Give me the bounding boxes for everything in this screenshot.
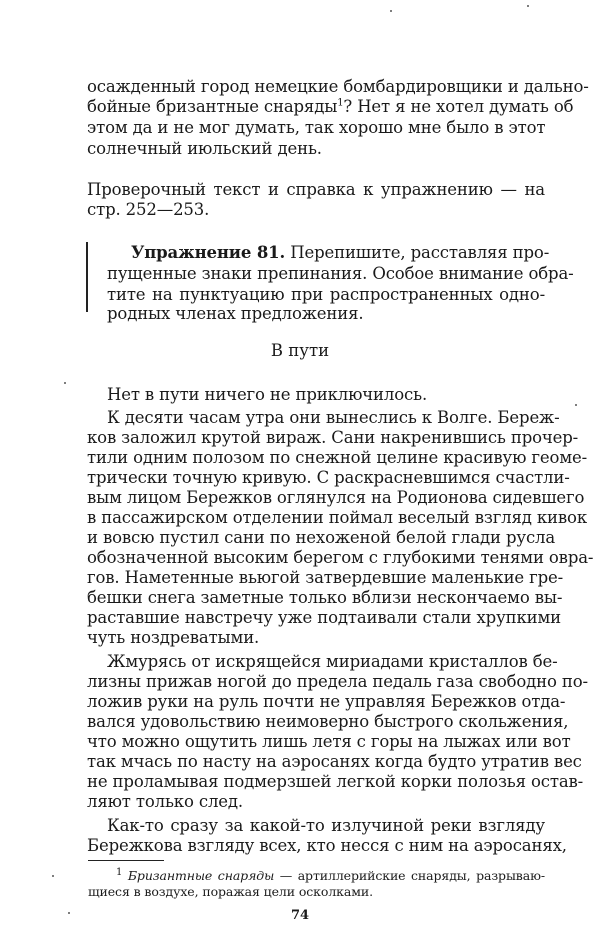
section-title: В пути [270,341,330,360]
story-line: что можно ощутить лишь летя с горы на лыжах или вот [87,732,571,751]
story-line: Как-то сразу за какой-то излучиной реки взгляду [107,816,545,835]
footnote-line: щиеся в воздухе, поражая цели осколками. [88,884,373,899]
check-note-line: стр. 252—253. [87,200,210,219]
story-line: гов. Наметенные вьюгой затвердевшие маленькие гре- [87,568,564,587]
story-line: бешки снега заметные только вблизи нескончаемо вы- [87,588,563,607]
footnote-term: Бризантные снаряды [127,868,275,883]
story-line: Нет в пути ничего не приключилось. [107,385,428,404]
story-line: ложив руки на руль почти не управляя Бережков отда- [87,692,566,711]
story-line: так мчась по насту на аэросанях когда будто утратив вес [87,752,582,771]
footnote-rule [88,860,164,861]
story-line: лизны прижав ногой до предела педаль газа свободно по- [87,672,588,691]
story-line: Бережкова взгляду всех, кто несся с ним на аэросанях, [87,836,567,855]
scan-speck [390,10,392,12]
text-line: солнечный июльский день. [87,139,322,158]
story-line: раставшие навстречу уже подтаивали стали хрупкими [87,608,562,627]
exercise-line: родных членах предложения. [107,304,364,323]
exercise-line: тите на пунктуацию при распространенных одно- [107,285,545,304]
exercise-label: Упражнение 81. [131,243,286,262]
story-line: вался удовольствию неимоверно быстрого скольжения, [87,712,569,731]
story-line: и вовсю пустил сани по нехоженой белой глади русла [87,528,556,547]
check-note-line: Проверочный текст и справка к упражнению — на [87,180,545,199]
story-line: не проламывая подмерзшей легкой корки полозья остав- [87,772,584,791]
story-line: чуть ноздреватыми. [87,628,260,647]
scan-speck [527,5,529,7]
exercise-margin-bar [86,242,88,312]
story-line: в пассажирском отделении поймал веселый взгляд кивок [87,508,587,527]
footnote-mark: 1 [116,866,123,878]
scan-speck [64,382,66,384]
scan-speck [68,912,70,914]
story-line: тили одним полозом по снежной целине красивую геоме- [87,448,588,467]
text-fragment: ? Нет я не хотел думать об [343,97,574,116]
scan-speck [52,875,54,877]
text-line: осажденный город немецкие бомбардировщики и дально- [87,77,589,96]
story-line: ляют только след. [87,792,243,811]
story-line: Жмурясь от искрящейся мириадами кристаллов бе- [107,652,558,671]
footnote-mark: 1 [337,97,344,109]
exercise-line: пущенные знаки препинания. Особое внимание обра- [107,264,574,283]
story-line: ков заложил крутой вираж. Сани накренившись прочер- [87,428,579,447]
footnote-text: — артиллерийские снаряды, разрываю- [274,868,545,883]
page-number: 74 [290,908,310,923]
text-line [87,97,574,117]
exercise-line [131,243,550,263]
story-line: К десяти часам утра они вынеслись к Волге. Береж- [107,408,560,427]
text-line: этом да и не мог думать, так хорошо мне было в этот [87,118,546,137]
scan-speck [575,404,577,406]
exercise-text: Перепишите, расставляя про- [290,243,550,262]
footnote-line [116,868,545,884]
story-line: трически точную кривую. С раскрасневшимся счастли- [87,468,570,487]
story-line: обозначенной высоким берегом с глубокими тенями овра- [87,548,594,567]
story-line: вым лицом Бережков оглянулся на Родионова сидевшего [87,488,585,507]
text-fragment: бойные бризантные снаряды [87,97,338,116]
